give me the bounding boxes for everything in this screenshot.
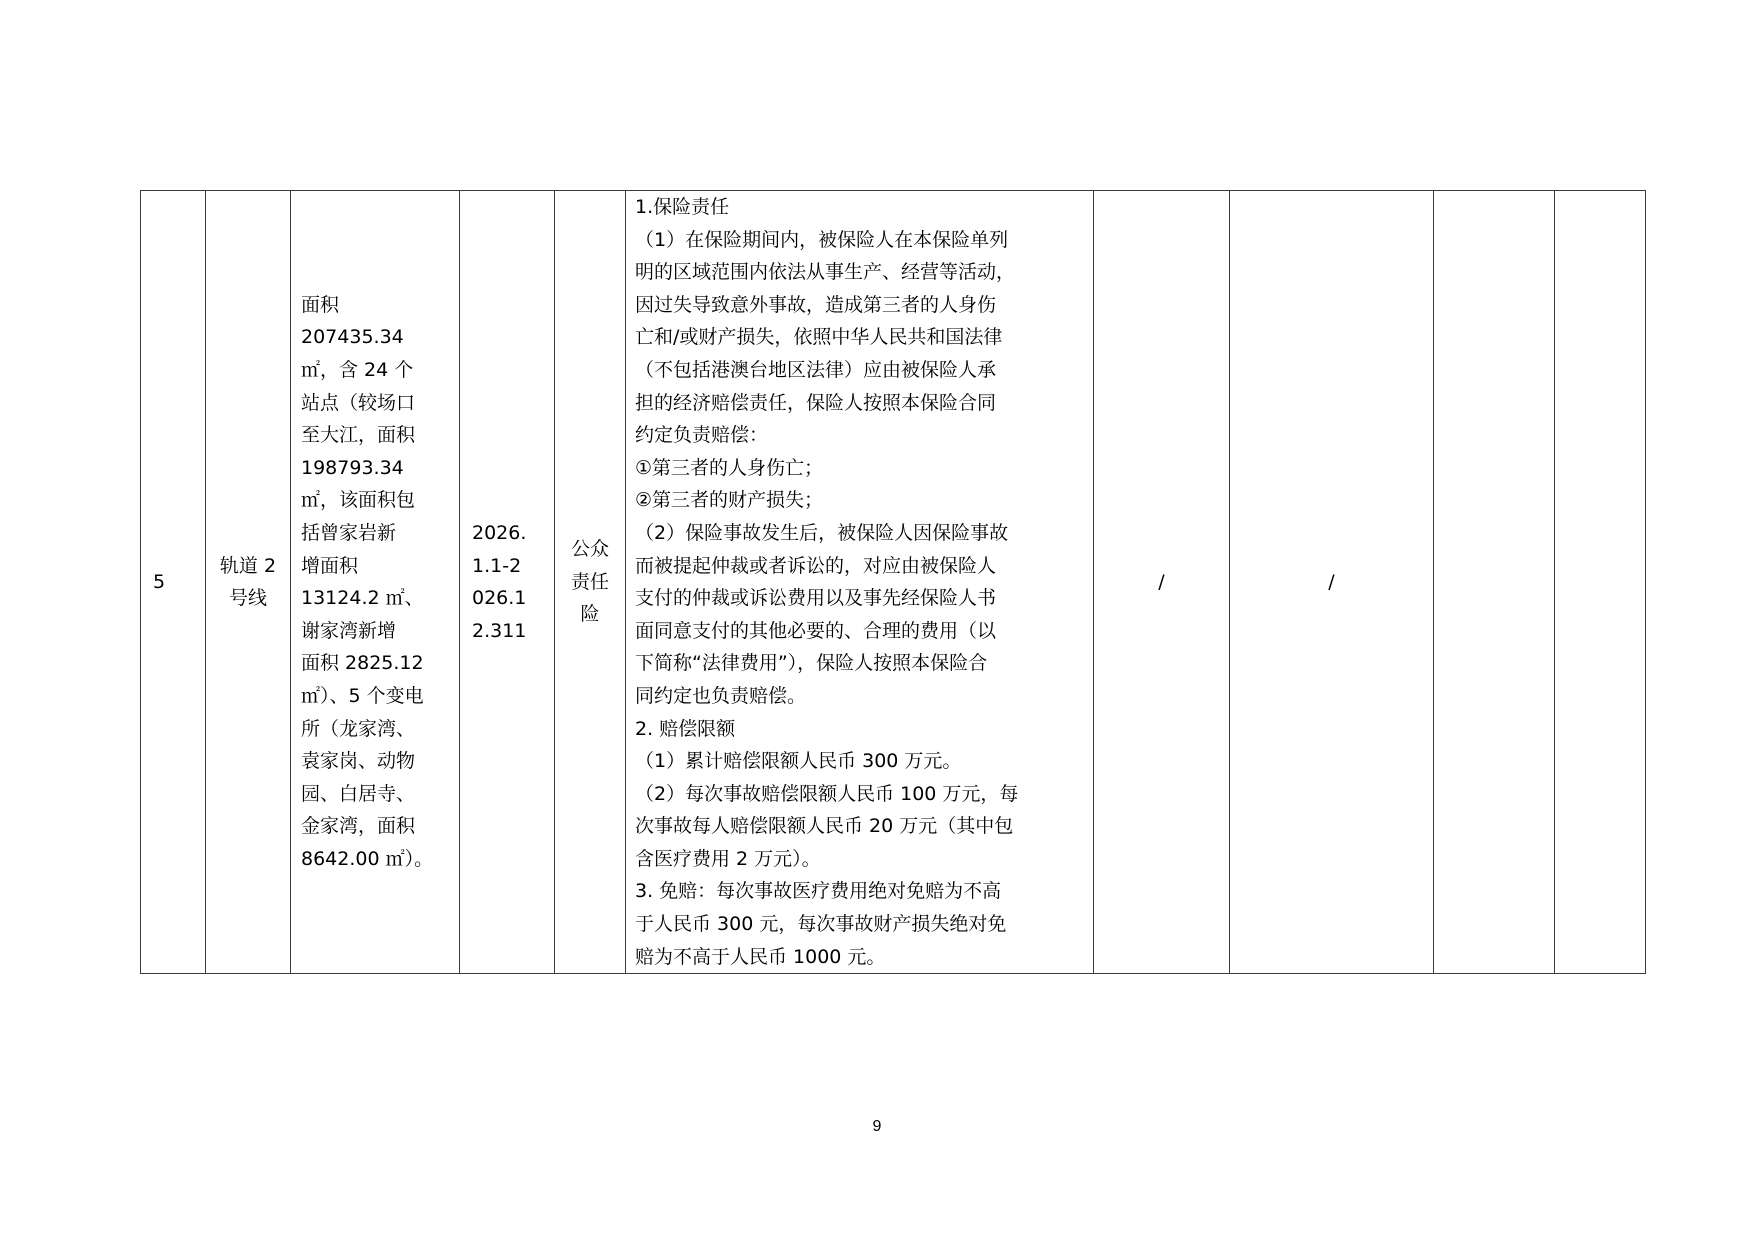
coverage-detail-line: 亡和/或财产损失，依照中华人民共和国法律 [635, 326, 1003, 349]
coverage-detail-line: 而被提起仲裁或者诉讼的，对应由被保险人 [635, 554, 997, 577]
scope-line: ㎡，含 24 个 [301, 358, 414, 381]
scope-line: 至大江，面积 [301, 424, 416, 447]
scope-line: 括曾家岩新 [301, 521, 397, 544]
coverage-detail-line: 于人民币 300 元，每次事故财产损失绝对免 [635, 913, 1007, 936]
table-row [141, 191, 1646, 974]
coverage-detail-line: 赔为不高于人民币 1000 元。 [635, 945, 886, 968]
coverage-detail-line: （1）在保险期间内，被保险人在本保险单列 [635, 228, 1009, 251]
coverage-detail-line: （2）每次事故赔偿限额人民币 100 万元，每 [635, 782, 1019, 805]
row-number: 5 [153, 570, 166, 593]
coverage-detail-line: 2. 赔偿限额 [635, 717, 736, 740]
extra-cell-1 [1094, 191, 1230, 974]
insured-scope [301, 289, 453, 876]
page-number: 9 [872, 1118, 882, 1135]
scope-line: 站点（较场口 [301, 391, 416, 414]
coverage-detail-line: 因过失导致意外事故，造成第三者的人身伤 [635, 293, 997, 316]
line-name-line: 号线 [228, 587, 267, 610]
insurance-type-line: 责任 [570, 570, 609, 593]
scope-line: 袁家岗、动物 [301, 750, 416, 773]
coverage-detail-line: 含医疗费用 2 万元）。 [635, 847, 821, 870]
coverage-detail-line: 担的经济赔偿责任，保险人按照本保险合同 [635, 391, 997, 414]
coverage-detail-line: 下简称“法律费用”），保险人按照本保险合 [635, 652, 988, 675]
scope-line: 面积 [301, 293, 340, 316]
insurance-type-cell [555, 191, 626, 974]
scope-line: ㎡，该面积包 [301, 489, 416, 512]
coverage-detail-line: 1.保险责任 [635, 196, 730, 218]
line-name [206, 550, 290, 615]
extra-cell-4 [1555, 191, 1646, 974]
coverage-detail-line: （2）保险事故发生后，被保险人因保险事故 [635, 521, 1009, 544]
coverage-detail-line: （不包括港澳台地区法律）应由被保险人承 [635, 358, 997, 381]
extra-cell-3 [1434, 191, 1555, 974]
coverage-detail-line: 支付的仲裁或诉讼费用以及事先经保险人书 [635, 587, 997, 610]
coverage-detail-cell [626, 191, 1094, 974]
insurance-type-line: 公众 [570, 538, 609, 561]
scope-line: 198793.34 [301, 456, 404, 479]
scope-line: 13124.2 ㎡、 [301, 587, 424, 610]
coverage-detail-line: 约定负责赔偿： [635, 424, 769, 447]
extra-value-2: / [1328, 570, 1335, 593]
period-line: 026.1 [472, 587, 527, 610]
insurance-type-line: 险 [580, 603, 600, 626]
period-line: 1.1-2 [472, 554, 522, 577]
coverage-detail-line: 面同意支付的其他必要的、合理的费用（以 [635, 619, 997, 642]
coverage-detail-line: 同约定也负责赔偿。 [635, 684, 807, 707]
scope-line: ㎡）、5 个变电 [301, 684, 424, 707]
scope-line: 增面积 [301, 554, 359, 577]
period-line: 2026. [472, 521, 527, 544]
coverage-detail-line: ①第三者的人身伤亡； [635, 456, 824, 479]
extra-value-1: / [1158, 570, 1165, 593]
insurance-period [472, 517, 554, 647]
insurance-type [555, 533, 625, 631]
coverage-detail-line: 次事故每人赔偿限额人民币 20 万元（其中包 [635, 815, 1014, 838]
insurance-period-cell [460, 191, 555, 974]
scope-line: 园、白居寺、 [301, 782, 416, 805]
coverage-detail-line: ②第三者的财产损失； [635, 489, 824, 512]
coverage-detail-line: （1）累计赔偿限额人民币 300 万元。 [635, 750, 962, 773]
insured-scope-cell [291, 191, 460, 974]
scope-line: 面积 2825.12 [301, 652, 424, 675]
scope-line: 金家湾，面积 [301, 815, 416, 838]
insurance-table [140, 190, 1646, 974]
coverage-detail-line: 3. 免赔：每次事故医疗费用绝对免赔为不高 [635, 880, 1002, 903]
coverage-detail-line: 明的区域范围内依法从事生产、经营等活动， [635, 261, 1016, 284]
scope-line: 所（龙家湾、 [301, 717, 416, 740]
scope-line: 8642.00 ㎡）。 [301, 847, 434, 870]
line-name-cell [206, 191, 291, 974]
line-name-line: 轨道 2 [219, 554, 277, 577]
period-line: 2.311 [472, 619, 527, 642]
row-number-cell [141, 191, 206, 974]
scope-line: 207435.34 [301, 326, 404, 349]
extra-cell-2 [1230, 191, 1434, 974]
scope-line: 谢家湾新增 [301, 619, 397, 642]
coverage-detail [635, 191, 1083, 973]
